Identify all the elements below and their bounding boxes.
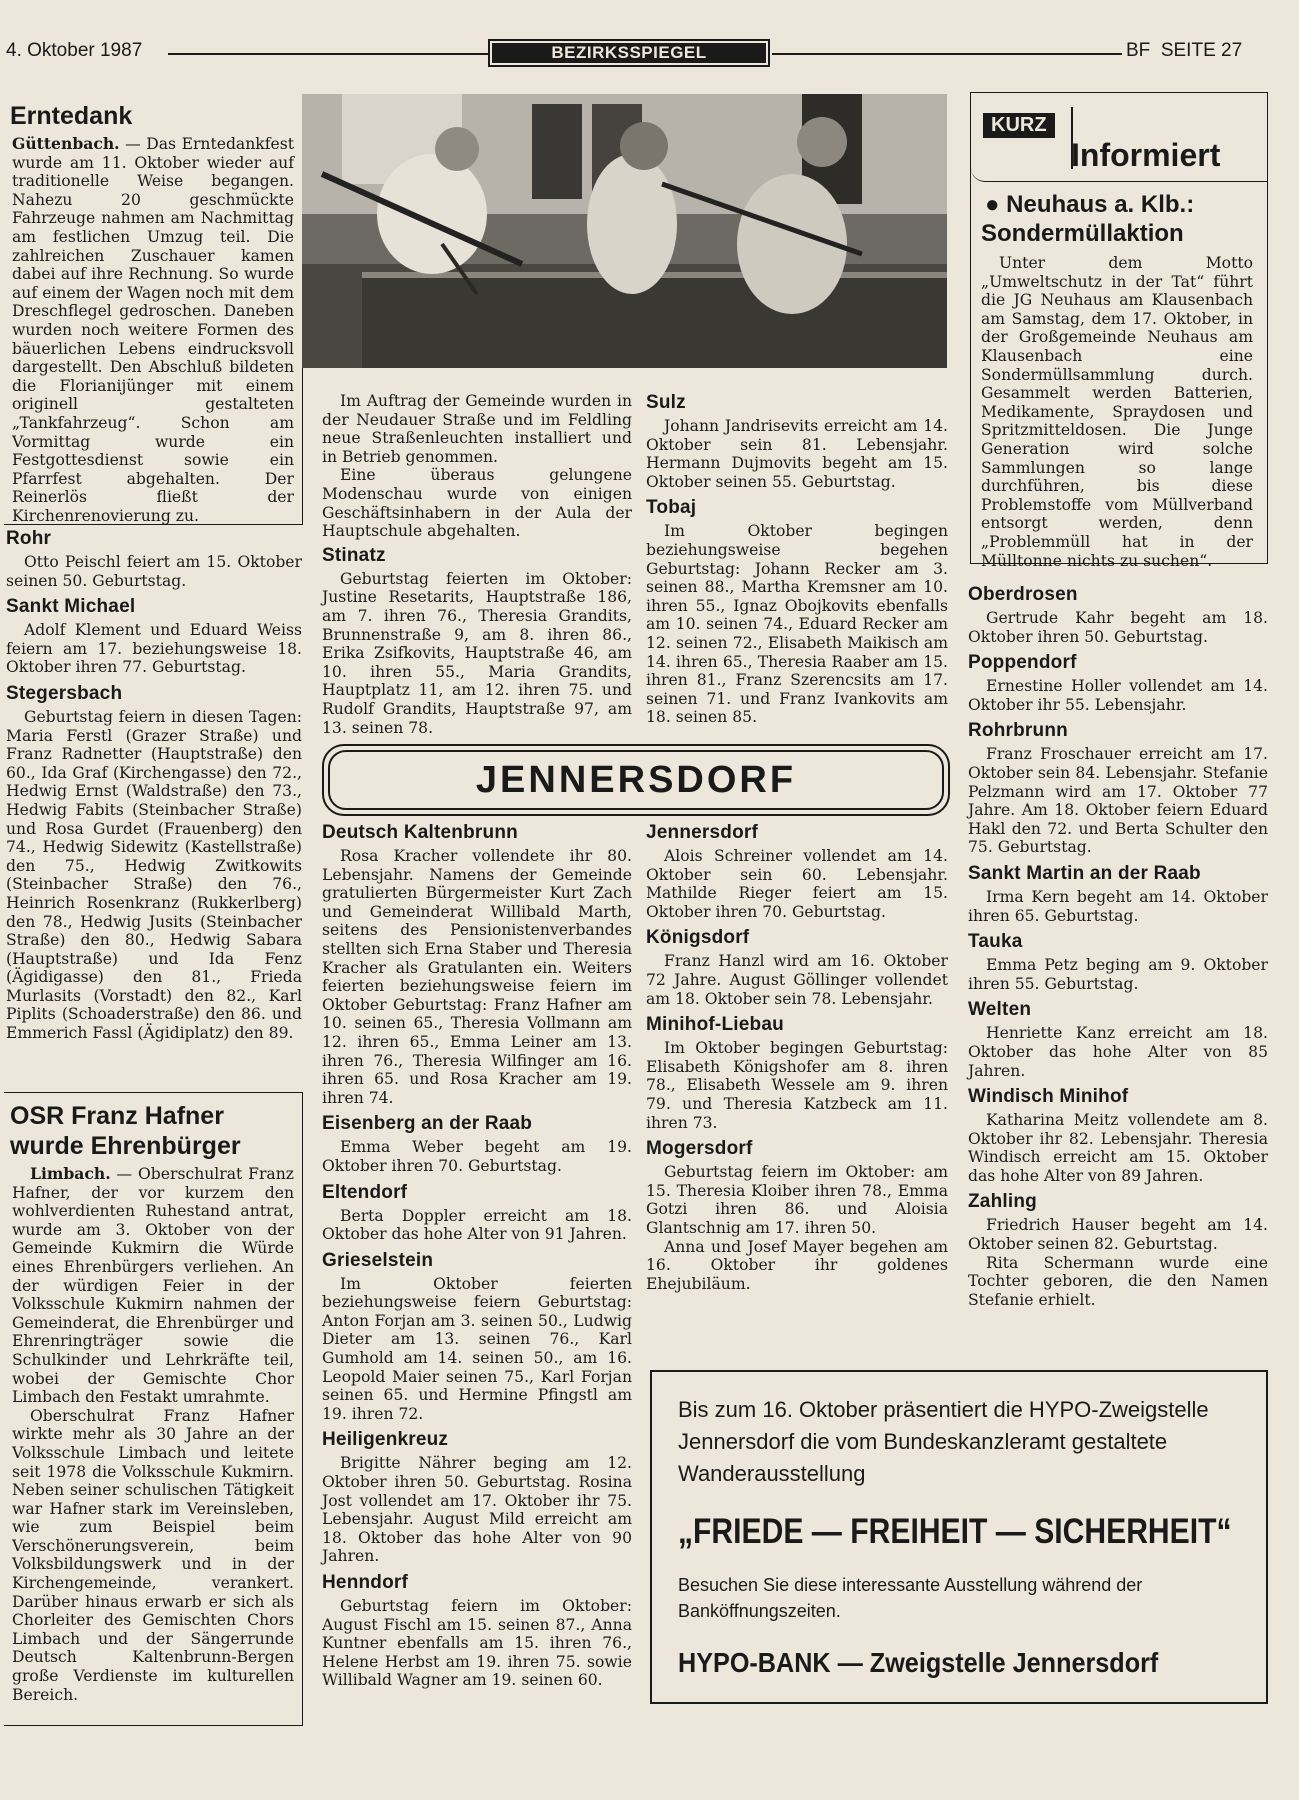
jennersdorf-column-2 bbox=[646, 822, 948, 1293]
hafner-title-2: wurde Ehrenbürger bbox=[10, 1132, 241, 1160]
stinatz-title: Stinatz bbox=[322, 544, 386, 566]
jd-title: Henndorf bbox=[322, 1572, 409, 1593]
jennersdorf-column-1 bbox=[322, 822, 632, 1690]
hafner-box bbox=[4, 1092, 303, 1726]
header-date: 4. Oktober 1987 bbox=[6, 40, 143, 61]
kurz-informiert-box bbox=[970, 92, 1268, 570]
jd-text: Rosa Kracher vollendete ihr 80. Lebensjahr. Namens der Gemeinde gratulierten Bürgermeister Kurt Zach und Gemeinderat Willibald Marth, seitens des Pensionistenverbandes stellten sich Erna Staber und Theresia Kracher als Gratulanten ein. Weiters feierten beziehungsweise feiern im Oktober Geburtstag: Franz Hafner am 10. seinen 65., Theresia Vollmann am 12. ihren 65., Emma Leiner am 13. ihren 76., Theresia Wilfinger am 16. ihren 65. und Rosa Kracher am 19. ihren 74. bbox=[322, 847, 632, 1107]
middle-column-news bbox=[322, 392, 632, 737]
left-item-text: Geburtstag feiern in diesen Tagen: Maria Ferstl (Grazer Straße) und Franz Radnetter (Hauptstraße) den 60., Ida Graf (Kirchengasse) den 72., Hedwig Ernst (Waldstraße) den 73., Hedwig Fabits (Steinbacher Straße) und Rosa Gurdet (Frauenberg) den 74., Hedwig Sidewitz (Kastellstraße) den 75., Hedwig Zwitkowits (Steinbacher Straße) den 76., Heinrich Rosenkranz (Rukkerlberg) den 78., Hedwig Jusits (Steinbacher Straße) den 80., Hedwig Sabara (Hauptstraße) und Ida Fenz (Ägidigasse) den 81., Frieda Murlasits (Vorstadt) den 82., Karl Piplits (Schoaderstraße) den 86. und Emmerich Fassl (Ägidiplatz) den 89. bbox=[6, 707, 302, 1043]
left-item-title: Stegersbach bbox=[6, 682, 123, 704]
jd-title: Heiligenkreuz bbox=[322, 1429, 449, 1451]
kurz-headline-2: Sondermüllaktion bbox=[981, 220, 1184, 247]
harvest-photo bbox=[302, 94, 947, 368]
fr-title: Poppendorf bbox=[968, 652, 1077, 674]
jd-title: Eisenberg an der Raab bbox=[322, 1113, 533, 1135]
fr-text: Katharina Meitz vollendete am 8. Oktober ihr 82. Lebensjahr. Theresia Windisch erreicht am 15. Oktober das hohe Alter von 89 Jahren. bbox=[968, 1111, 1268, 1185]
fr-title: Windisch Minihof bbox=[968, 1086, 1129, 1108]
fr-text: Emma Petz beging am 9. Oktober ihren 55. Geburtstag. bbox=[968, 956, 1268, 993]
jennersdorf-banner-inner bbox=[328, 750, 944, 810]
jd-title: Eltendorf bbox=[322, 1181, 408, 1203]
tobaj-text: Im Oktober begingen beziehungsweise begehen Geburtstag: Johann Recker am 3. seinen 88., Martha Kremsner am 10. ihren 55., Ignaz Obojkovits ebenfalls am 10. seinen 74., Eduard Recker am 12. seinen 72., Elisabeth Maikisch am 14. ihren 65., Theresia Raaber am 15. ihren 81., Franz Szerencsits am 17. seinen 71. und Franz Ivankovits am 18. seinen 85. bbox=[646, 522, 948, 727]
erntedank-title: Erntedank bbox=[10, 102, 133, 130]
jd2-text: Geburtstag feiern im Oktober: am 15. Theresia Kloiber ihren 78., Emma Gotzi ihren 86. und Aloisia Glantschnig am 17. ihren 50. bbox=[646, 1163, 948, 1237]
fr-title: Zahling bbox=[968, 1191, 1037, 1213]
jd2-text-2: Anna und Josef Mayer begehen am 16. Oktober ihr goldenes Ehejubiläum. bbox=[646, 1237, 948, 1293]
hafner-place: Limbach. bbox=[30, 1164, 111, 1183]
fr-text: Franz Froschauer erreicht am 17. Oktober sein 84. Lebensjahr. Stefanie Pelzmann wird am 17. Oktober 77 Jahre. Am 18. Oktober feiern Eduard Hakl den 72. und Berta Schulter den 75. Geburtstag. bbox=[968, 745, 1268, 857]
hafner-text-2: Oberschulrat Franz Hafner wirkte mehr als 30 Jahre an der Volksschule Limbach und leitete seit 1978 die Volksschule Kukmirn. Neben seiner schulischen Tätigkeit war Hafner stark im Vereinsleben, wie zum Beispiel beim Verschönerungsverein, beim Volksbildungswerk und in der Kirchengemeinde, verankert. Darüber hinaus erwarb er sich als Chorleiter des Gemischten Chors Limbach und der Sängerrunde Deutsch Kaltenbrunn-Bergen große Verdienste im kulturellen Bereich. bbox=[12, 1406, 294, 1704]
erntedank-place: Güttenbach. bbox=[12, 134, 120, 153]
section-label-text: BEZIRKSSPIEGEL bbox=[492, 43, 766, 63]
fr-title: Oberdrosen bbox=[968, 584, 1078, 605]
hafner-title-1: OSR Franz Hafner bbox=[10, 1102, 224, 1130]
jd-text: Im Oktober feierten beziehungsweise feiern Geburtstag: Anton Forjan am 3. seinen 50., Ludwig Dieter am 13. seinen 76., Karl Gumhold am 14. seinen 50., am 16. Leopold Maier seinen 75., Karl Forjan seinen 65. und Hermine Pfingstl am 19. ihren 72. bbox=[322, 1274, 632, 1423]
stinatz-text: Geburtstag feierten im Oktober: Justine Resetarits, Hauptstraße 186, am 7. ihren 76., Theresia Grandits, Brunnenstraße 9, am 8. ihren 86., Erika Zsifkovits, Hauptstraße 46, am 10. ihren 55., Maria Grandits, Hauptplatz 11, am 12. ihren 75. und Rudolf Grandits, Hauptstraße 97, am 13. seinen 78. bbox=[322, 569, 632, 737]
kurz-headline-1: ● Neuhaus a. Klb.: bbox=[985, 191, 1195, 218]
jd2-title: Minihof-Liebau bbox=[646, 1014, 784, 1036]
jennersdorf-title: JENNERSDORF bbox=[475, 759, 797, 801]
hypo-ad bbox=[650, 1370, 1268, 1704]
hafner-text-1: Limbach. — Oberschulrat Franz Hafner, der vor kurzem den wohlverdienten Ruhestand antrat, wurde am 3. Oktober von der Gemeinde Kukmirn die Würde eines Ehrenbürgers verliehen. An der würdigen Feier in der Volksschule Kukmirn nahmen der Gemeinderat, die Ehrenbürger und Ehrenringträger sowie die Schulkinder und Lehrkräfte teil, wobei der Gemischte Chor Limbach den Festakt umrahmte. bbox=[12, 1164, 294, 1407]
jd-title: Grieselstein bbox=[322, 1249, 434, 1271]
kurz-header bbox=[971, 93, 1267, 182]
fr-title: Rohrbrunn bbox=[968, 720, 1068, 742]
header-rule-left bbox=[168, 53, 488, 55]
middle-text-2: Eine überaus gelungene Modenschau wurde von einigen Geschäftsinhabern in der Aula der Hauptschule abgehalten. bbox=[322, 466, 632, 541]
jd-text: Brigitte Nährer beging am 12. Oktober ihren 50. Geburtstag. Rosina Jost vollendet am 17. Oktober ihr 75. Lebensjahr. August Mild erreicht am 18. Oktober das hohe Alter von 90 Jahren. bbox=[322, 1454, 632, 1566]
jd-title: Deutsch Kaltenbrunn bbox=[322, 822, 518, 843]
jd2-text: Franz Hanzl wird am 16. Oktober 72 Jahre. August Göllinger vollendet am 18. Oktober sein 78. Lebensjahr. bbox=[646, 952, 948, 1008]
jd2-title: Mogersdorf bbox=[646, 1138, 753, 1160]
fr-text: Gertrude Kahr begeht am 18. Oktober ihren 50. Geburtstag. bbox=[968, 609, 1268, 646]
fr-title: Tauka bbox=[968, 931, 1023, 953]
fr-text: Henriette Kanz erreicht am 18. Oktober das hohe Alter von 85 Jahren. bbox=[968, 1024, 1268, 1080]
erntedank-text bbox=[12, 135, 294, 525]
jd-text: Berta Doppler erreicht am 18. Oktober das hohe Alter von 91 Jahren. bbox=[322, 1206, 632, 1244]
fr-title: Sankt Martin an der Raab bbox=[968, 862, 1201, 884]
jd2-text: Alois Schreiner vollendet am 14. Oktober sein 60. Lebensjahr. Mathilde Rieger feiert am 15. Oktober ihren 70. Geburtstag. bbox=[646, 847, 948, 921]
left-column-news bbox=[6, 528, 302, 1043]
ad-visit: Besuchen Sie diese interessante Ausstellung während der Banköffnungszeiten. bbox=[678, 1575, 1143, 1621]
left-item-title: Rohr bbox=[6, 528, 52, 549]
kurz-title: Informiert bbox=[1071, 137, 1221, 173]
left-item-title: Sankt Michael bbox=[6, 596, 136, 618]
kurz-label: KURZ bbox=[983, 113, 1055, 138]
ad-slogan: „FRIEDE — FREIHEIT — SICHERHEIT“ bbox=[678, 1512, 1232, 1551]
tobaj-title: Tobaj bbox=[646, 497, 697, 519]
ad-bank: HYPO-BANK — Zweigstelle Jennersdorf bbox=[678, 1647, 1159, 1678]
far-right-column bbox=[968, 584, 1268, 1309]
sulz-title: Sulz bbox=[646, 392, 686, 413]
fr-text: Friedrich Hauser begeht am 14. Oktober seinen 82. Geburtstag. bbox=[968, 1216, 1268, 1254]
jd2-title: Jennersdorf bbox=[646, 822, 759, 843]
header-rule-right bbox=[772, 53, 1122, 55]
header-page: BF SEITE 27 bbox=[1126, 40, 1243, 61]
fr-text: Ernestine Holler vollendet am 14. Oktober ihr 55. Lebensjahr. bbox=[968, 677, 1268, 714]
section-label bbox=[488, 39, 770, 67]
jd-text: Emma Weber begeht am 19. Oktober ihren 70. Geburtstag. bbox=[322, 1138, 632, 1175]
erntedank-body: — Das Erntedankfest wurde am 11. Oktober wieder auf traditionelle Weise begangen. Nahezu 20 geschmückte Fahrzeuge nahmen am Nachmittag am festlichen Umzug teil. Die zahlreichen Zuschauer kamen dabei auf ihre Rechnung. So wurde auf einem der Wagen noch mit dem Dreschflegel gedroschen. Daneben wurden noch weitere Formen des bäuerlichen Lebens eindrucksvoll dargestellt. Den Abschluß bildeten die Florianijünger mit einem originell gestalteten „Tankfahrzeug“. Schon am Vormittag wurde ein Festgottesdienst sowie ein Pfarrfest abgehalten. Der Reinerlös fließt der Kirchenrenovierung zu. bbox=[12, 135, 294, 525]
jd2-text: Im Oktober begingen Geburtstag: Elisabeth Königshofer am 8. ihren 78., Elisabeth Wessele am 9. ihren 79. und Theresia Katzbeck am 11. ihren 73. bbox=[646, 1039, 948, 1132]
fr-text: Irma Kern begeht am 14. Oktober ihren 65. Geburtstag. bbox=[968, 887, 1268, 925]
jd-text: Geburtstag feiern im Oktober: August Fischl am 15. seinen 87., Anna Kuntner ebenfalls am 15. ihren 76., Helene Herbst am 19. ihren 75. sowie Willibald Wagner am 19. seinen 60. bbox=[322, 1597, 632, 1690]
jd2-title: Königsdorf bbox=[646, 927, 750, 949]
fr-text-2: Rita Schermann wurde eine Tochter geboren, die den Namen Stefanie erhielt. bbox=[968, 1253, 1268, 1309]
bullet-icon: ● bbox=[985, 191, 1000, 218]
jennersdorf-banner bbox=[322, 744, 950, 816]
middle-text-1: Im Auftrag der Gemeinde wurden in der Neudauer Straße und im Feldling neue Straßenleuchten installiert und in Betrieb genommen. bbox=[322, 392, 632, 466]
ad-intro: Bis zum 16. Oktober präsentiert die HYPO-Zweigstelle Jennersdorf die vom Bundeskanzleramt gestaltete Wanderausstellung bbox=[678, 1397, 1209, 1486]
sulz-tobaj-column bbox=[646, 392, 948, 727]
kurz-text: Unter dem Motto „Umweltschutz in der Tat“ führt die JG Neuhaus am Klausenbach am Samstag, dem 17. Oktober, in der Großgemeinde Neuhaus am Klausenbach eine Sondermüllsammlung durch. Gesammelt werden Batterien, Medikamente, Spraydosen und Spritzmitteldosen. Die Junge Generation wird solche Sammlungen so lange durchführen, bis diese Problemstoffe vom Müllverband entsorgt werden, denn „Problemmüll hat in der Mülltonne nichts zu suchen“. bbox=[981, 254, 1253, 570]
left-item-text: Otto Peischl feiert am 15. Oktober seinen 50. Geburtstag. bbox=[6, 553, 302, 590]
fr-title: Welten bbox=[968, 999, 1032, 1021]
sulz-text: Johann Jandrisevits erreicht am 14. Oktober sein 81. Lebensjahr. Hermann Dujmovits begeht am 15. Oktober seinen 55. Geburtstag. bbox=[646, 417, 948, 491]
erntedank-box bbox=[4, 94, 303, 525]
left-item-text: Adolf Klement und Eduard Weiss feiern am 17. beziehungsweise 18. Oktober ihren 77. Geburtstag. bbox=[6, 621, 302, 677]
